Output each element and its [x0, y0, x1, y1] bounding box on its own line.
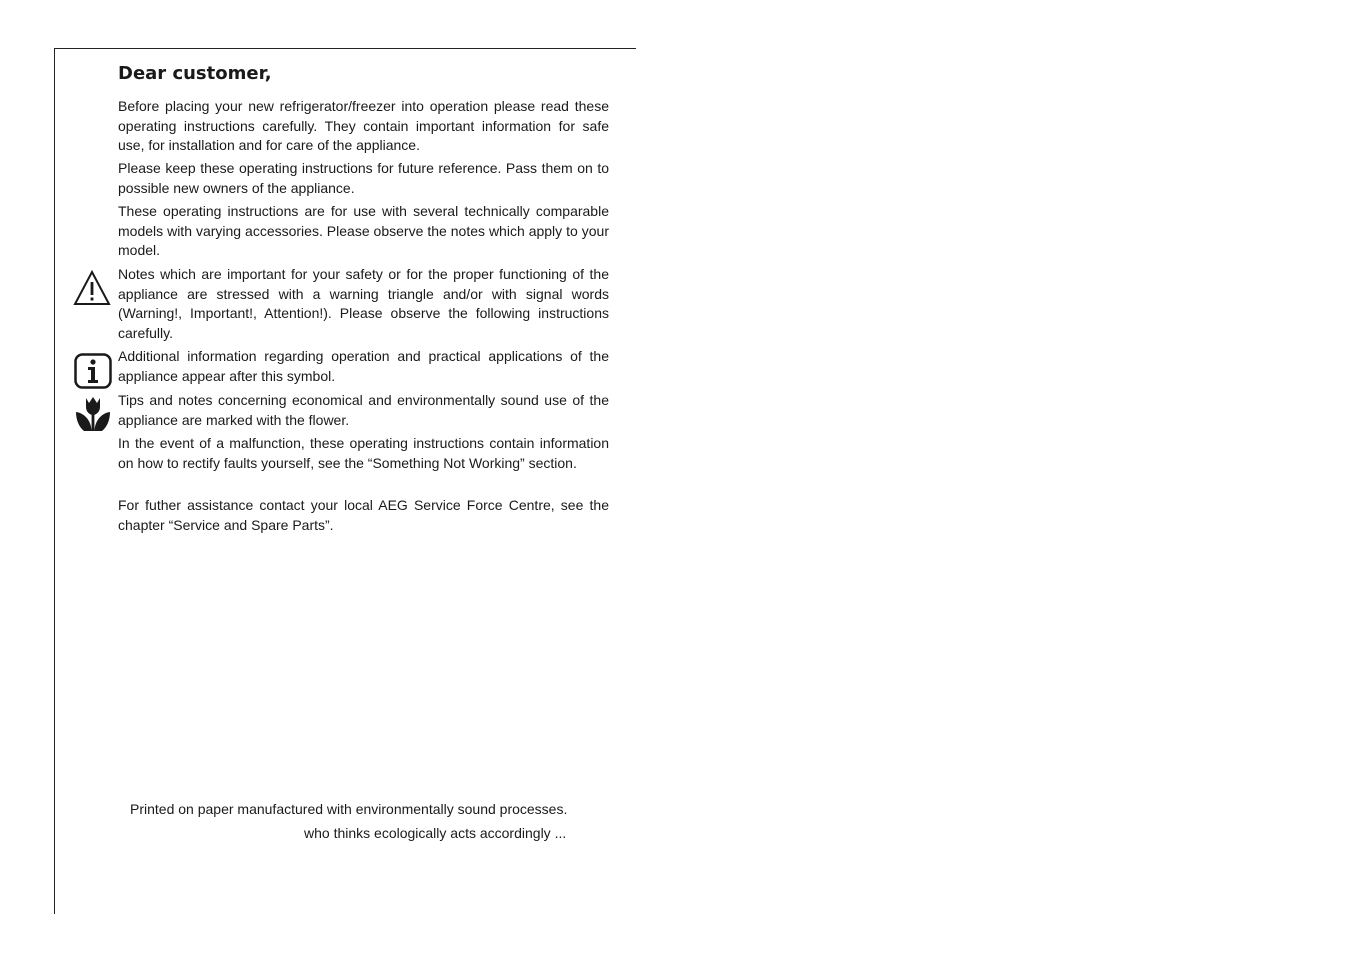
footer-ecology-slogan: who thinks ecologically acts accordingly ... — [304, 825, 567, 841]
page-frame-left-rule — [54, 48, 55, 914]
footer-paper-note: Printed on paper manufactured with environmentally sound processes. — [130, 801, 568, 817]
safety-notes-paragraph: Notes which are important for your safety or for the proper functioning of the appliance are stressed with a warning triangle and/or with signal words (Warning!, Important!, Attention!). Please observe the following instructions carefully. — [118, 266, 609, 341]
comparable-models-paragraph: These operating instructions are for use with several technically comparable models with varying accessories. Please observe the notes which apply to your model. — [118, 203, 609, 258]
info-icon — [74, 353, 112, 389]
malfunction-paragraph: In the event of a malfunction, these operating instructions contain information on how to rectify faults yourself, see the “Something Not Working” section. — [118, 435, 609, 471]
intro-paragraph: Before placing your new refrigerator/freezer into operation please read these operating instructions carefully. They contain important information for safe use, for installation and for care of the appliance. — [118, 98, 609, 153]
keep-instructions-paragraph: Please keep these operating instructions for future reference. Pass them on to possible new owners of the appliance. — [118, 160, 609, 196]
additional-info-paragraph: Additional information regarding operation and practical applications of the appliance appear after this symbol. — [118, 348, 609, 384]
flower-icon — [74, 394, 112, 432]
page-frame-top-rule — [54, 48, 636, 49]
service-contact-paragraph: For futher assistance contact your local AEG Service Force Centre, see the chapter “Service and Spare Parts”. — [118, 497, 609, 533]
environment-tips-paragraph: Tips and notes concerning economical and environmentally sound use of the appliance are marked with the flower. — [118, 392, 609, 428]
warning-triangle-icon — [73, 270, 111, 306]
page-heading: Dear customer, — [118, 63, 272, 84]
